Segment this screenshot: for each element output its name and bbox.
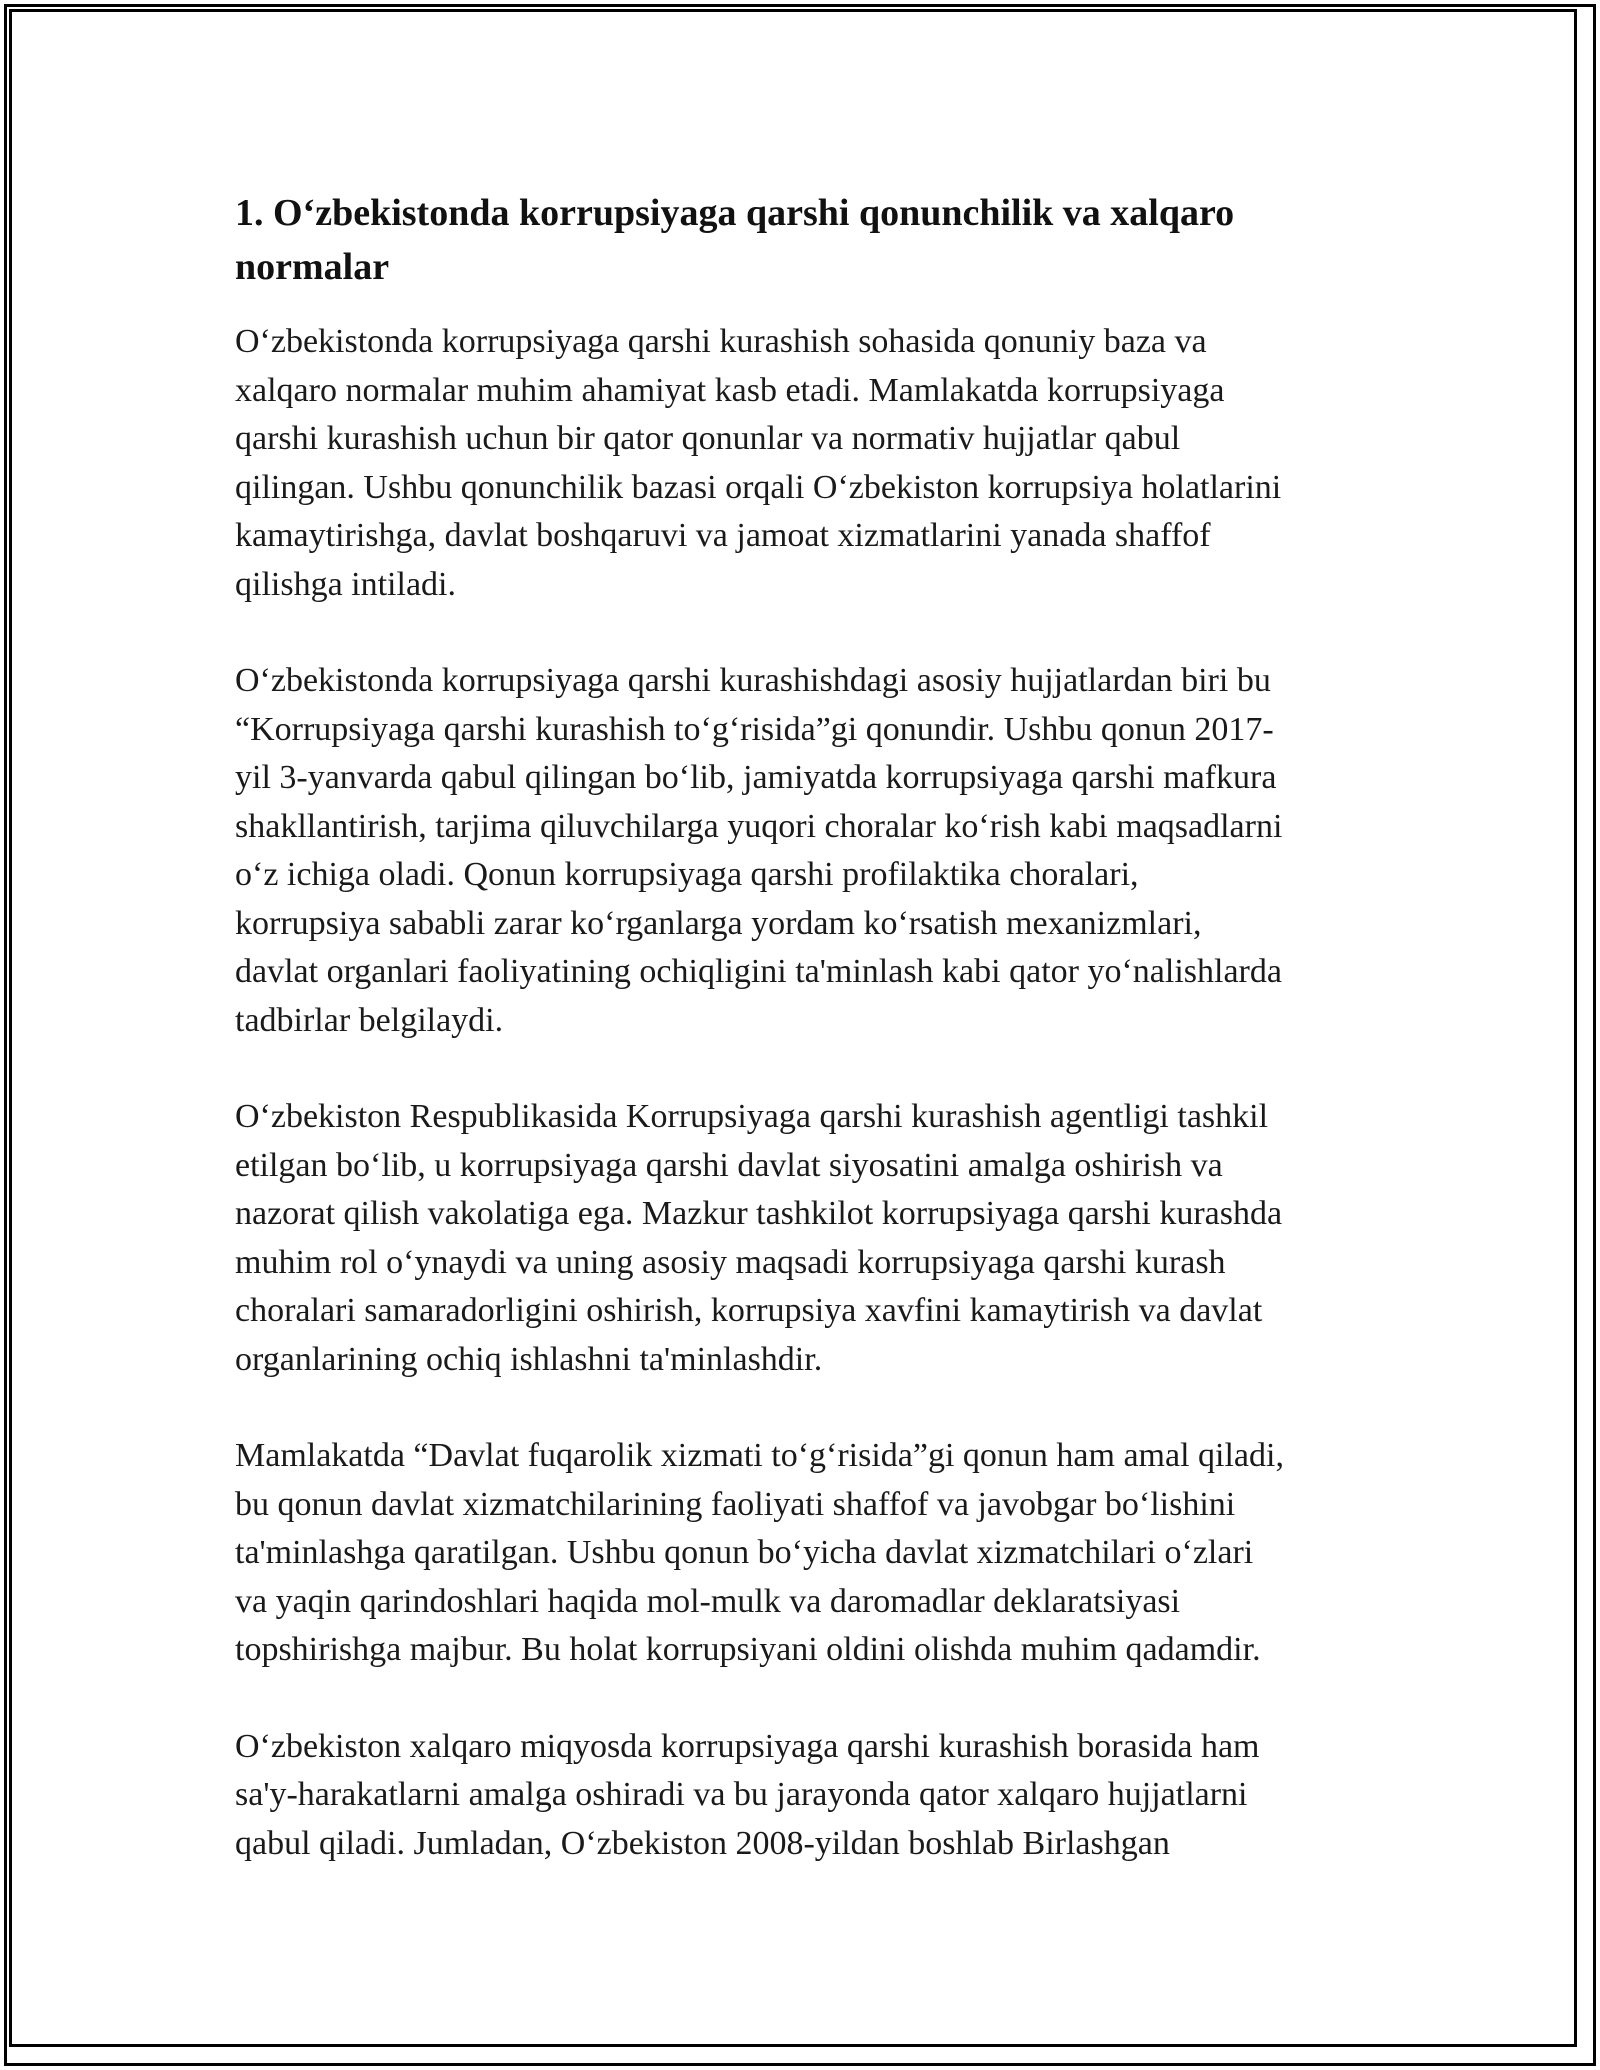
paragraph-4: Mamlakatda “Davlat fuqarolik xizmati to‘g‘risida”gi qonun ham amal qiladi, bu qonun davlat xizmatchilarining faoliyati shaffof va javobgar bo‘lishini ta'minlashga qaratilgan. Ushbu qonun bo‘yicha davlat xizmatchilari o‘zlari va yaqin qarindoshlari haqida mol-mulk va daromadlar deklaratsiyasi topshirishga majbur. Bu holat korrupsiyani oldini olishda muhim qadamdir.	[235, 1437, 1284, 1668]
paragraph-3: O‘zbekiston Respublikasida Korrupsiyaga qarshi kurashish agentligi tashkil etilgan bo‘lib, u korrupsiyaga qarshi davlat siyosatini amalga oshirish va nazorat qilish vakolatiga ega. Mazkur tashkilot korrupsiyaga qarshi kurashda muhim rol o‘ynaydi va uning asosiy maqsadi korrupsiyaga qarshi kurash choralari samaradorligini oshirish, korrupsiya xavfini kamaytirish va davlat organlarining ochiq ishlashni ta'minlashdir.	[235, 1098, 1283, 1378]
document-body	[235, 186, 1385, 1916]
section-heading: 1. O‘zbekistonda korrupsiyaga qarshi qonunchilik va xalqaro normalar	[235, 192, 1235, 288]
paragraph-2: O‘zbekistonda korrupsiyaga qarshi kurashishdagi asosiy hujjatlardan biri bu “Korrupsiyaga qarshi kurashish to‘g‘risida”gi qonundir. Ushbu qonun 2017- yil 3-yanvarda qabul qilingan bo‘lib, jamiyatda korrupsiyaga qarshi mafkura shakllantirish, tarjima qiluvchilarga yuqori choralar ko‘rish kabi maqsadlarni o‘z ichiga oladi. Qonun korrupsiyaga qarshi profilaktika choralari, korrupsiya sababli zarar ko‘rganlarga yordam ko‘rsatish mexanizmlari, davlat organlari faoliyatining ochiqligini ta'minlash kabi qator yo‘nalishlarda tadbirlar belgilaydi.	[235, 662, 1283, 1039]
paragraph-1: O‘zbekistonda korrupsiyaga qarshi kurashish sohasida qonuniy baza va xalqaro normalar muhim ahamiyat kasb etadi. Mamlakatda korrupsiyaga qarshi kurashish uchun bir qator qonunlar va normativ hujjatlar qabul qilingan. Ushbu qonunchilik bazasi orqali O‘zbekiston korrupsiya holatlarini kamaytirishga, davlat boshqaruvi va jamoat xizmatlarini yanada shaffof qilishga intiladi.	[235, 323, 1282, 603]
paragraph-5: O‘zbekiston xalqaro miqyosda korrupsiyaga qarshi kurashish borasida ham sa'y-harakatlarni amalga oshiradi va bu jarayonda qator xalqaro hujjatlarni qabul qiladi. Jumladan, O‘zbekiston 2008-yildan boshlab Birlashgan	[235, 1727, 1260, 1862]
